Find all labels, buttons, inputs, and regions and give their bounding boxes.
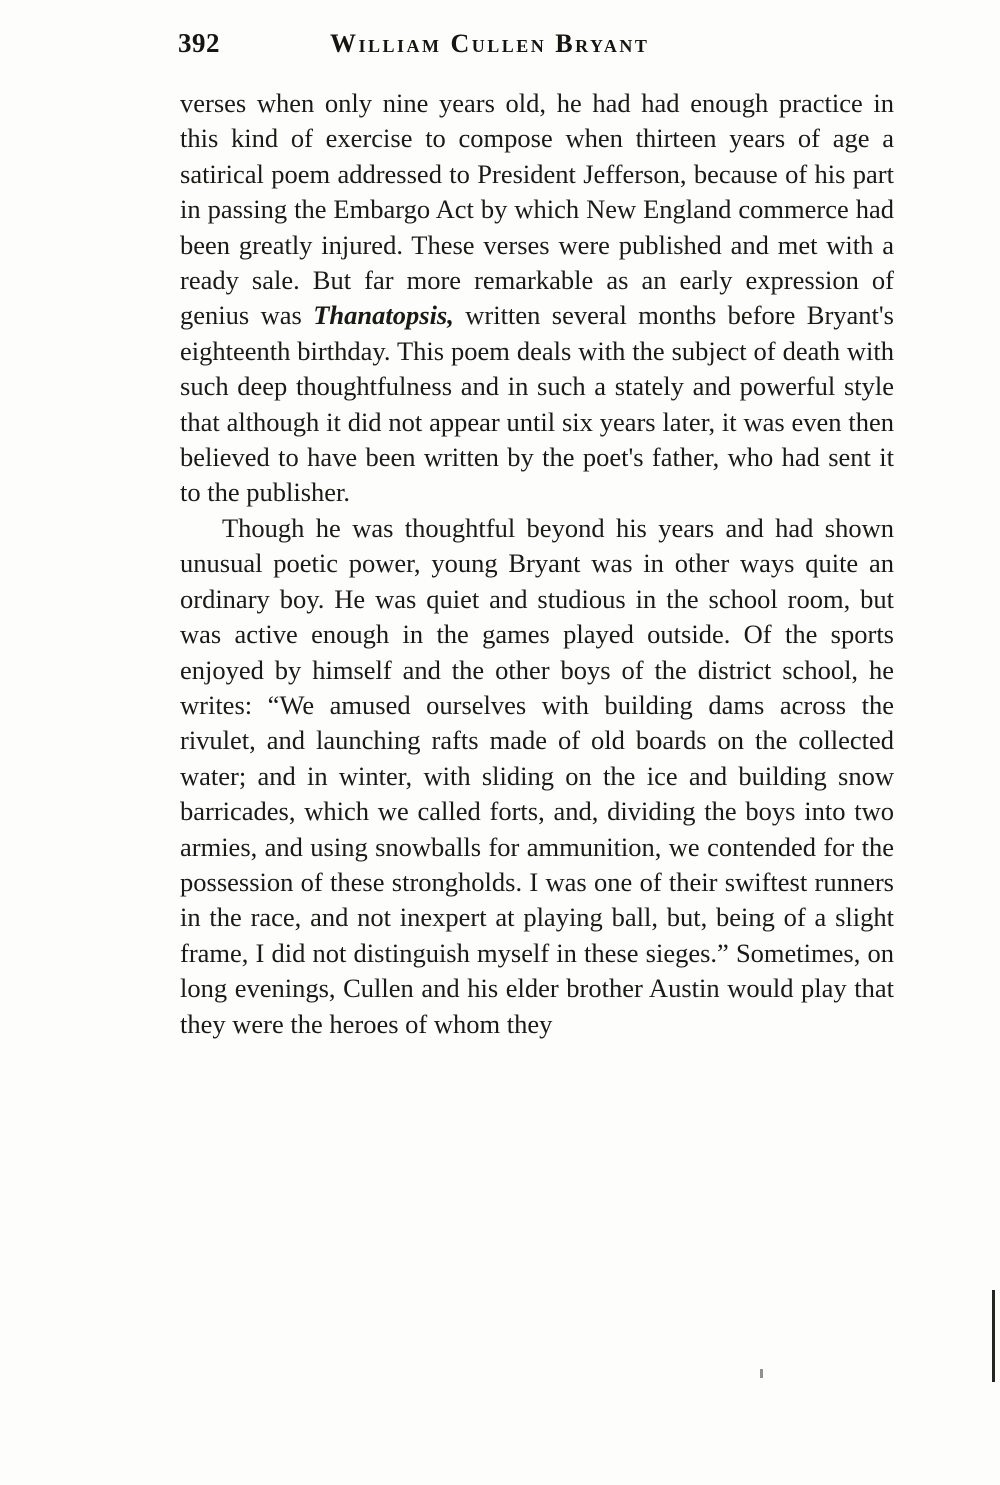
paragraph-1-text-before-title: verses when only nine years old, he had had enough practice in this kind of exercise to compose when thirteen years of age a satirical poem addressed to President Jefferson, because of his part in passing the Embargo Act by which New England commerce had been greatly injured. These verses were published and met with a ready sale. But far more remarkable as an early expression of genius was [180, 88, 894, 331]
paper-speck [760, 1369, 763, 1378]
paragraph-1-text-after-title: written several months before Bryant's eighteenth birthday. This poem deals with the subject of death with such deep thoughtfulness and in such a stately and powerful style that although it did not appear until six years later, it was even then believed to have been written by the poet's father, who had sent it to the publisher. [180, 300, 894, 508]
paragraph-2: Though he was thoughtful beyond his years and had shown unusual poetic power, young Bryant was in other ways quite an ordinary boy. He was quiet and studious in the school room, but was active enough in the games played outside. Of the sports enjoyed by himself and the other boys of the district school, he writes: “We amused ourselves with building dams across the rivulet, and launching rafts made of old boards on the collected water; and in winter, with sliding on the ice and building snow barricades, which we called forts, and, dividing the boys into two armies, and using snowballs for ammunition, we contended for the possession of these strongholds. I was one of their swiftest runners in the race, and not inexpert at playing ball, but, being of a slight frame, I did not distinguish myself in these sieges.” Sometimes, on long evenings, Cullen and his elder brother Austin would play that they were the heroes of whom they [180, 512, 894, 1039]
page-number: 392 [178, 28, 220, 58]
page-edge-mark [992, 1290, 995, 1382]
page-body [180, 86, 894, 1042]
paragraph-continuation [180, 86, 894, 511]
work-title-thanatopsis: Thanatopsis, [313, 300, 454, 331]
page-header [178, 28, 896, 72]
running-head: William Cullen Bryant [330, 29, 650, 58]
